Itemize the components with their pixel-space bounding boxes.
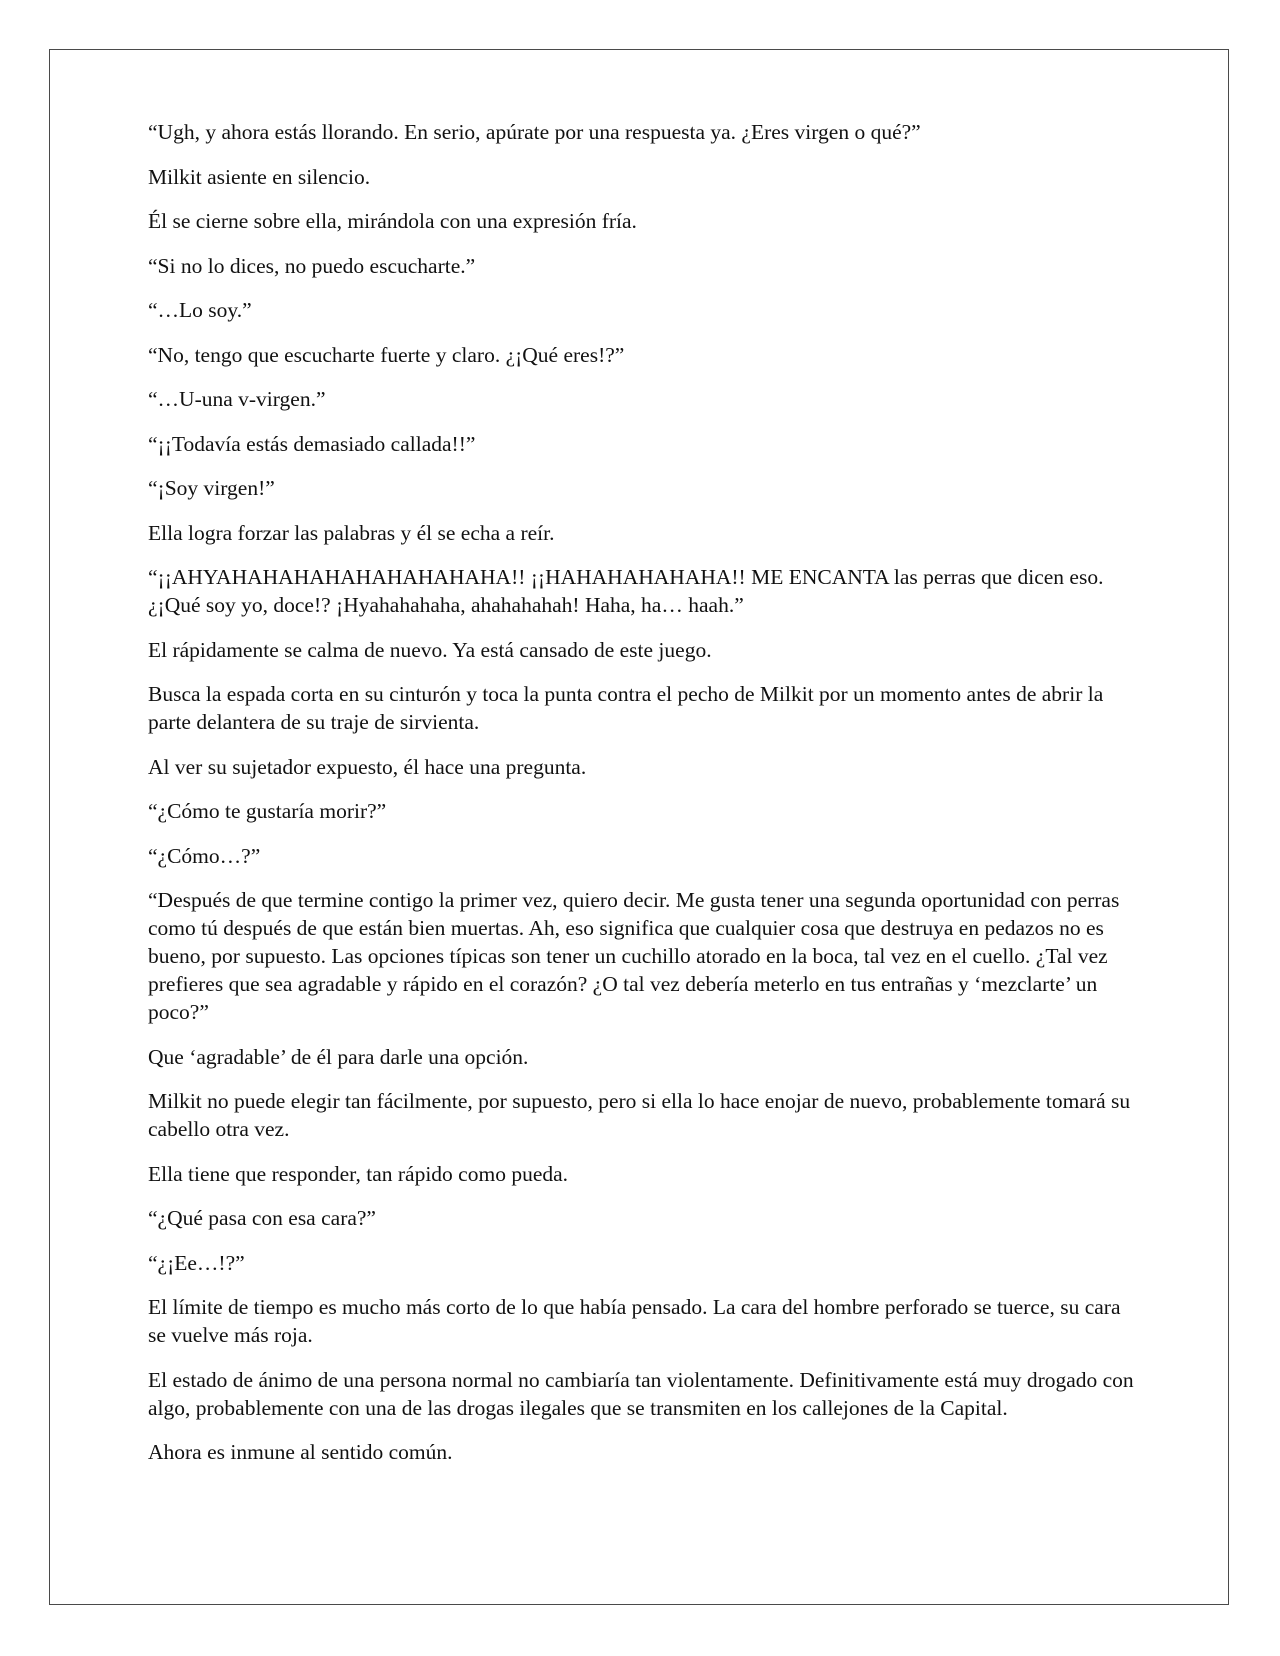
paragraph: El estado de ánimo de una persona normal no cambiaría tan violentamente. Definitivamente está muy drogado con algo, probablemente con una de las drogas ilegales que se transmiten en los callejones de la Capital.: [148, 1367, 1134, 1420]
paragraph: “Después de que termine contigo la primer vez, quiero decir. Me gusta tener una segunda oportunidad con perras como tú después de que están bien muertas. Ah, eso significa que cualquier cosa que destruya en pedazos no es bueno, por supuesto. Las opciones típicas son tener un cuchillo atorado en la boca, tal vez en el cuello. ¿Tal vez prefieres que sea agradable y rápido en el corazón? ¿O tal vez debería meterlo en tus entrañas y ‘mezclarte’ un poco?”: [148, 888, 1120, 1024]
paragraph: Él se cierne sobre ella, mirándola con una expresión fría.: [148, 209, 637, 233]
paragraph: El límite de tiempo es mucho más corto de lo que había pensado. La cara del hombre perforado se tuerce, su cara se vuelve más roja.: [148, 1295, 1121, 1347]
paragraph: “¿¡Ee…!?”: [148, 1250, 245, 1275]
paragraph: “¿Cómo te gustaría morir?”: [148, 799, 387, 823]
paragraph: “No, tengo que escucharte fuerte y claro. ¿¡Qué eres!?”: [148, 342, 625, 367]
paragraph: El rápidamente se calma de nuevo. Ya está cansado de este juego.: [148, 637, 712, 662]
paragraph: Ella tiene que responder, tan rápido como pueda.: [148, 1161, 569, 1186]
paragraph: “¿Qué pasa con esa cara?”: [148, 1206, 376, 1230]
paragraph: “Ugh, y ahora estás llorando. En serio, apúrate por una respuesta ya. ¿Eres virgen o qué?”: [148, 120, 921, 144]
paragraph: Milkit no puede elegir tan fácilmente, por supuesto, pero si ella lo hace enojar de nuevo, probablemente tomará su cabello otra vez.: [148, 1089, 1131, 1141]
paragraph: Milkit asiente en silencio.: [148, 164, 371, 189]
paragraph: Que ‘agradable’ de él para darle una opción.: [148, 1044, 529, 1069]
paragraph: “¿Cómo…?”: [148, 843, 261, 868]
paragraph: “¡¡Todavía estás demasiado callada!!”: [148, 431, 476, 456]
paragraph: “Si no lo dices, no puedo escucharte.”: [148, 253, 476, 278]
paragraph: Ahora es inmune al sentido común.: [148, 1440, 453, 1464]
paragraph: “¡¡AHYAHAHAHAHAHAHAHAHAHA!! ¡¡HAHAHAHAHAHA!! ME ENCANTA las perras que dicen eso. ¿¡Qué soy yo, doce!? ¡Hyahahahaha, ahahahahah! Haha, ha… haah.”: [148, 565, 1104, 617]
paragraph: Busca la espada corta en su cinturón y toca la punta contra el pecho de Milkit por un momento antes de abrir la parte delantera de su traje de sirvienta.: [148, 682, 1104, 734]
paragraph: “…U-una v-virgen.”: [148, 387, 326, 411]
paragraph: Ella logra forzar las palabras y él se echa a reír.: [148, 520, 555, 545]
paragraph: “…Lo soy.”: [148, 298, 252, 322]
document-body: [148, 118, 1138, 1483]
paragraph: Al ver su sujetador expuesto, él hace una pregunta.: [148, 754, 587, 779]
paragraph: “¡Soy virgen!”: [148, 476, 275, 500]
